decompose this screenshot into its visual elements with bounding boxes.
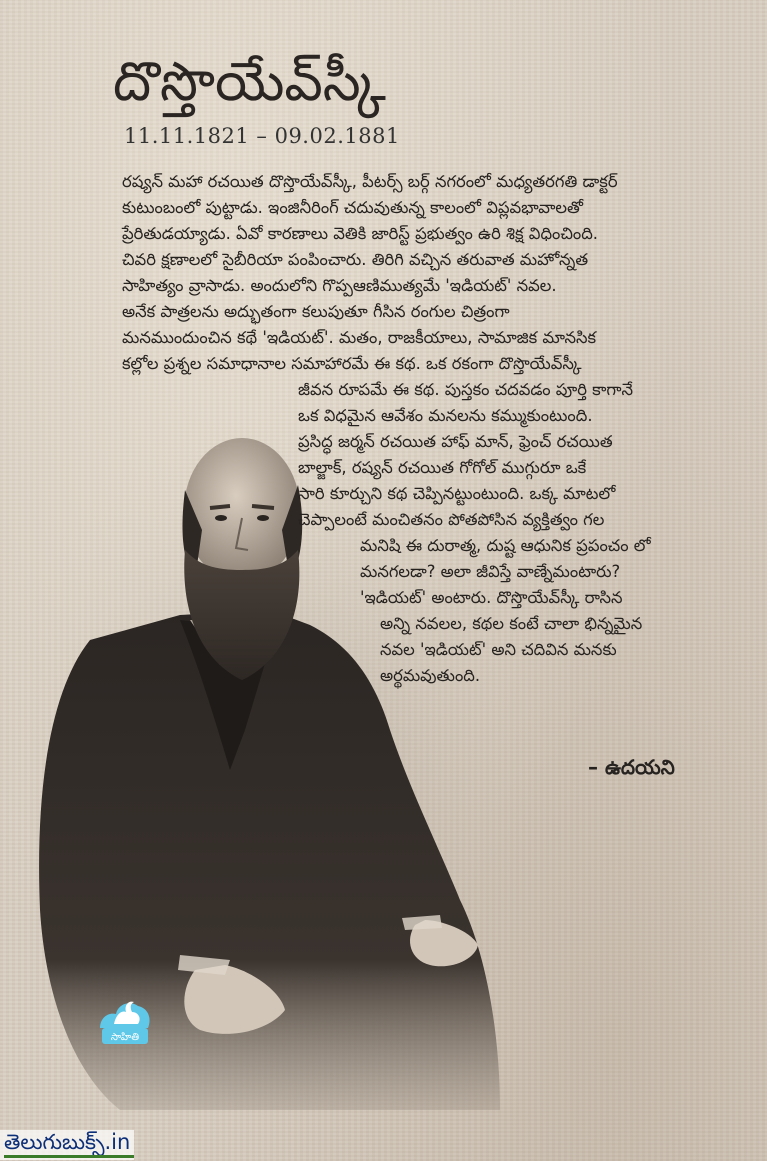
- book-author-title: దొస్తొయేవ్‌స్కీ: [113, 50, 386, 113]
- blurb-line: ప్రసిద్ధ జర్మన్ రచయిత హాఫ్ మాన్, ఫ్రెంచ్ రచయిత: [298, 432, 613, 451]
- author-dates: 11.11.1821 – 09.02.1881: [124, 124, 400, 148]
- watermark-underline: [4, 1155, 134, 1158]
- blurb-line: నవల 'ఇడియట్' అని చదివిన మనకు: [380, 640, 617, 659]
- blurb-line: చెప్పాలంటే మంచితనం పోతపోసిన వ్యక్తిత్వం గల: [298, 510, 605, 529]
- publisher-logo-text: సాహితి: [110, 1032, 140, 1043]
- blurb-line: అనేక పాత్రలను అద్భుతంగా కలుపుతూ గీసిన రంగుల చిత్రంగా: [122, 302, 510, 321]
- signature: – ఉదయని: [588, 755, 675, 779]
- blurb-line: మనిషి ఈ దురాత్మ, దుష్ట ఆధునిక ప్రపంచం లో: [360, 536, 651, 555]
- blurb-line: కుటుంబంలో పుట్టాడు. ఇంజినీరింగ్ చదువుతున్న కాలంలో విప్లవభావాలతో: [122, 198, 584, 217]
- blurb-line: మనగలడా? అలా జీవిస్తే వాణ్నేమంటారు?: [360, 562, 621, 581]
- blurb-line: రష్యన్ మహా రచయిత దొస్తొయేవ్‌స్కీ, పీటర్స్ బర్గ్ నగరంలో మధ్యతరగతి డాక్టర్: [122, 172, 618, 191]
- blurb-line: ప్రేరితుడయ్యాడు. ఏవో కారణాలు వెతికి జారిస్ట్ ప్రభుత్వం ఉరి శిక్ష విధించింది.: [122, 224, 598, 243]
- blurb-line: చివరి క్షణాలలో సైబీరియా పంపించారు. తిరిగి వచ్చిన తరువాత మహోన్నత: [122, 250, 589, 269]
- blurb-line: అన్ని నవలల, కథల కంటే చాలా భిన్నమైన: [380, 614, 643, 633]
- blurb-line: జీవన రూపమే ఈ కథ. పుస్తకం చదవడం పూర్తి కాగానే: [298, 380, 633, 399]
- blurb-line: సారి కూర్చుని కథ చెప్పినట్టుంటుంది. ఒక్క మాటలో: [298, 484, 616, 503]
- blurb-line: 'ఇడియట్' అంటారు. దొస్తొయేవ్‌స్కీ రాసిన: [360, 588, 623, 607]
- blurb-line: ఒక విధమైన ఆవేశం మనలను కమ్ముకుంటుంది.: [298, 406, 593, 425]
- blurb-line: బాల్జాక్, రష్యన్ రచయిత గోగోల్ ముగ్గురూ ఒకే: [298, 458, 587, 477]
- blurb-line: సాహిత్యం వ్రాసాడు. అందులోని గొప్పఆణిముత్యమే 'ఇడియట్' నవల.: [122, 276, 557, 295]
- blurb-line: అర్థమవుతుంది.: [380, 666, 481, 685]
- blurb-line: కల్లోల ప్రశ్నల సమాధానాల సమాహారమే ఈ కథ. ఒక రకంగా దొస్తొయేవ్‌స్కీ: [122, 354, 582, 373]
- swan-icon: [94, 990, 154, 1050]
- website-watermark: తెలుగుబుక్స్.in: [0, 1130, 134, 1160]
- blurb-line: మనముందుంచిన కథే 'ఇడియట్'. మతం, రాజకీయాలు, సామాజిక మానసిక: [122, 328, 597, 347]
